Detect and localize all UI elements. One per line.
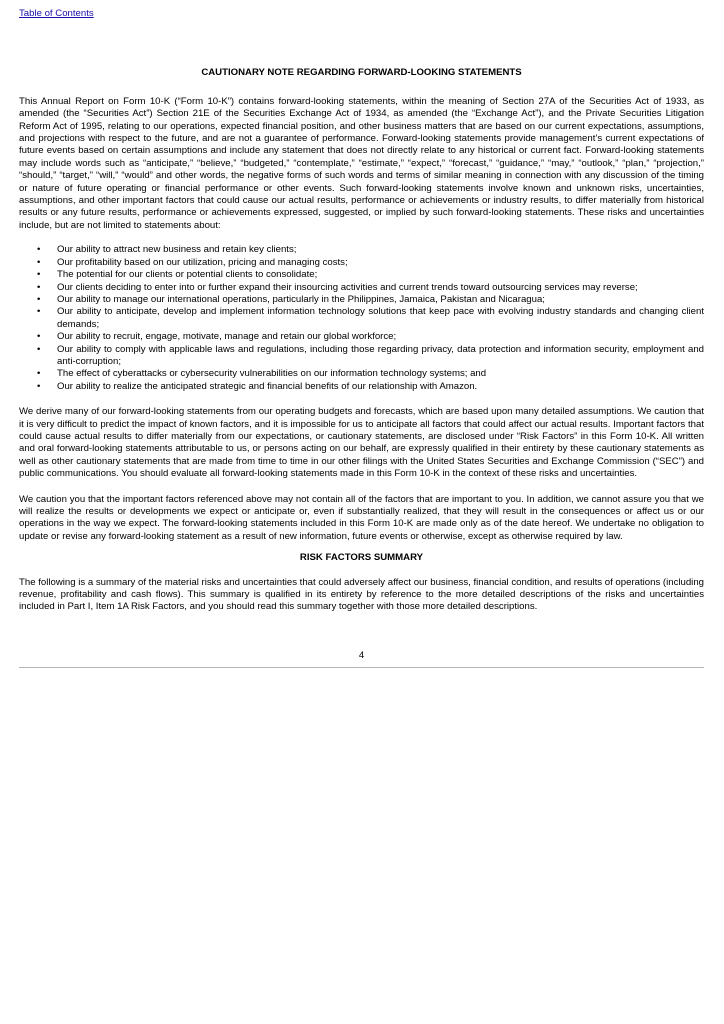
bullet-icon: •: [37, 331, 41, 343]
document-page: [19, 8, 704, 668]
list-item-text: Our ability to manage our international operations, particularly in the Philippines, Jamaica, Pakistan and Nicaragua;: [57, 293, 545, 305]
bullet-icon: •: [37, 306, 41, 318]
bullet-icon: •: [37, 281, 41, 293]
list-item: [19, 368, 704, 380]
list-item: [19, 344, 704, 369]
cautionary-intro-paragraph: This Annual Report on Form 10-K (“Form 10-K”) contains forward-looking statements, within the meaning of Section 27A of the Securities Act of 1933, as amended (the “Securities Act”) Section 21E of the Securities Exchange Act of 1934, as amended (the “Exchange Act”), and the Private Securities Litigation Reform Act of 1995, relating to our operations, expected financial position, and other business matters that are based on our current expectations, assumptions, and projections with respect to the future, and are not a guarantee of performance. Forward-looking statements provide management’s current expectations of future events based on certain assumptions and include any statement that does not directly relate to any historical or current fact. Forward-looking statements may include words such as “anticipate,” “believe,” “budgeted,” “contemplate,” “estimate,” “expect,” “forecast,” “guidance,” “may,” “outlook,” “plan,” “projection,” “should,” “target,” “will,” “would” and other words, the negative forms of such words and terms of similar meaning in connection with any discussion of the timing or nature of future operating or financial performance or other events. Such forward-looking statements involve known and unknown risks, uncertainties, assumptions, and other important factors that could cause our actual results, performance or achievements or industry results, to differ materially from historical results or any future results, performance or achievements expressed, suggested, or implied by such forward-looking statements. These risks and uncertainties include, but are not limited to statements about:: [19, 95, 704, 231]
bullet-icon: •: [37, 380, 41, 392]
risk-summary-paragraph: The following is a summary of the material risks and uncertainties that could adversely affect our business, financial condition, and results of operations (including revenue, profitability and cash flows). This summary is qualified in its entirety by reference to the more detailed descriptions of the risks and uncertainties included in Part I, Item 1A Risk Factors, and you should read this summary together with those more detailed descriptions.: [19, 576, 704, 613]
forward-looking-derivation-paragraph: We derive many of our forward-looking statements from our operating budgets and forecasts, which are based upon many detailed assumptions. We caution that it is very difficult to predict the impact of known factors, and it is impossible for us to anticipate all factors that could affect our actual results. Important factors that could cause actual results to differ materially from our expectations, or cautionary statements, are disclosed under “Risk Factors” in this Form 10-K. All written and oral forward-looking statements attributable to us, or persons acting on our behalf, are expressly qualified in their entirety by these cautionary statements as well as other cautionary statements that are made from time to time in our other filings with the United States Securities and Exchange Commission (“SEC”) and public communications. You should evaluate all forward-looking statements made in this Form 10-K in the context of these risks and uncertainties.: [19, 406, 704, 480]
risk-bullet-list: [19, 244, 704, 393]
list-item-text: Our ability to attract new business and retain key clients;: [57, 244, 297, 256]
bullet-icon: •: [37, 293, 41, 305]
list-item: [19, 294, 704, 306]
list-item-text: Our ability to recruit, engage, motivate, manage and retain our global workforce;: [57, 331, 397, 343]
table-of-contents-link[interactable]: Table of Contents: [19, 8, 94, 19]
bullet-icon: •: [37, 256, 41, 268]
caution-factors-paragraph: We caution you that the important factors referenced above may not contain all of the factors that are important to you. In addition, we cannot assure you that we will realize the results or developments we expect or anticipate or, even if substantially realized, that they will result in the consequences or affect us or our operations in the way we expect. The forward-looking statements included in this Form 10-K are made only as of the date hereof. We undertake no obligation to update or revise any forward-looking statement as a result of new information, future events or otherwise, except as otherwise required by law.: [19, 493, 704, 542]
list-item: [19, 257, 704, 269]
list-item-text: Our ability to realize the anticipated strategic and financial benefits of our relationship with Amazon.: [57, 380, 478, 392]
list-item: [19, 244, 704, 256]
bullet-icon: •: [37, 244, 41, 256]
cautionary-note-heading: CAUTIONARY NOTE REGARDING FORWARD-LOOKING STATEMENTS: [201, 67, 522, 79]
risk-factors-summary-heading: RISK FACTORS SUMMARY: [299, 552, 424, 564]
list-item-text: Our profitability based on our utilization, pricing and managing costs;: [57, 256, 348, 268]
list-item-text: Our clients deciding to enter into or further expand their insourcing activities and current trends toward outsourcing services may reverse;: [57, 281, 638, 293]
list-item-text: Our ability to anticipate, develop and implement information technology solutions that keep pace with evolving industry standards and changing client demands;: [57, 306, 704, 330]
bullet-icon: •: [37, 269, 41, 281]
page-number: 4: [358, 649, 365, 661]
list-item-text: The effect of cyberattacks or cybersecurity vulnerabilities on our information technology systems; and: [57, 368, 487, 380]
list-item-text: Our ability to comply with applicable laws and regulations, including those regarding privacy, data protection and information security, employment and anti-corruption;: [57, 343, 704, 367]
list-item-text: The potential for our clients or potential clients to consolidate;: [57, 269, 318, 281]
bullet-icon: •: [37, 343, 41, 355]
page-divider: [19, 667, 704, 668]
list-item: [19, 331, 704, 343]
list-item: [19, 269, 704, 281]
list-item: [19, 381, 704, 393]
list-item: [19, 306, 704, 331]
list-item: [19, 282, 704, 294]
bullet-icon: •: [37, 368, 41, 380]
